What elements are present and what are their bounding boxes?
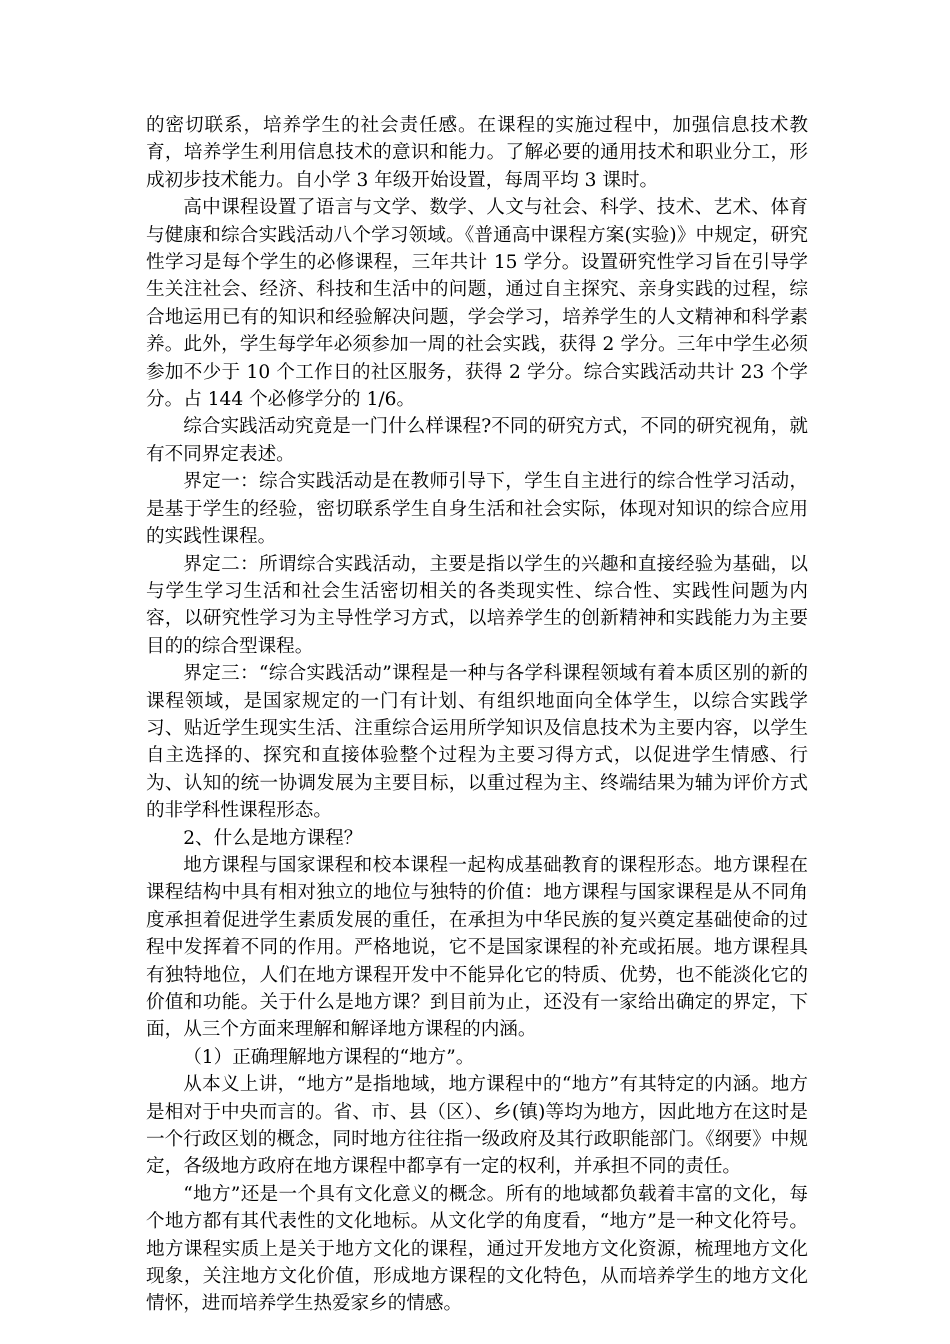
paragraph-definition-three: 界定三：“综合实践活动”课程是一种与各学科课程领域有着本质区别的新的课程领域，是国家规定的一门有计划、有组织地面向全体学生，以综合实践学习、贴近学生现实生活、注重综合运用所学知识及信息技术为主要内容，以学生自主选择的、探究和直接体验整个过程为主要习得方式，以促进学生情感、行为、认知的统一协调发展为主要目标，以重过程为主、终端结果为辅为评价方式的非学科性课程形态。 (146, 663, 808, 822)
paragraph-local-curriculum: 地方课程与国家课程和校本课程一起构成基础教育的课程形态。地方课程在课程结构中具有相对独立的地位与独特的价值：地方课程与国家课程是从不同角度承担着促进学生素质发展的重任，在承担为中华民族的复兴奠定基础使命的过程中发挥着不同的作用。严格地说，它不是国家课程的补充或拓展。地方课程具有独特地位，人们在地方课程开发中不能异化它的特质、优势，也不能淡化它的价值和功能。关于什么是地方课？到目前为止，还没有一家给出确定的界定，下面，从三个方面来理解和解译地方课程的内涵。 (146, 854, 808, 1041)
paragraph-high-school-curriculum: 高中课程设置了语言与文学、数学、人文与社会、科学、技术、艺术、体育与健康和综合实践活动八个学习领域。《普通高中课程方案(实验)》中规定，研究性学习是每个学生的必修课程，三年共计 15 学分。设置研究性学习旨在引导学生关注社会、经济、科技和生活中的问题，通过自主探究、亲身实践的过程，综合地运用已有的知识和经验解决问题，学会学习，培养学生的人文精神和科学素养。此外，学生每学年必须参加一周的社会实践，获得 2 学分。三年中学生必须参加不少于 10 个工作日的社区服务，获得 2 学分。综合实践活动共计 23 个学分。占 144 个必修学分的 1/6。 (146, 197, 808, 411)
paragraph-continuation: 的密切联系，培养学生的社会责任感。在课程的实施过程中，加强信息技术教育，培养学生利用信息技术的意识和能力。了解必要的通用技术和职业分工，形成初步技术能力。自小学 3 年级开始设置，每周平均 3 课时。 (146, 115, 808, 191)
document-page (146, 112, 808, 1318)
paragraph-definition-two: 界定二：所谓综合实践活动，主要是指以学生的兴趣和直接经验为基础，以与学生学习生活和社会生活密切相关的各类现实性、综合性、实践性问题为内容，以研究性学习为主导性学习方式，以培养学生的创新精神和实践能力为主要目的的综合型课程。 (146, 553, 808, 657)
paragraph-local-culture: “地方”还是一个具有文化意义的概念。所有的地域都负载着丰富的文化，每个地方都有其代表性的文化地标。从文化学的角度看，“地方”是一种文化符号。地方课程实质上是关于地方文化的课程，通过开发地方文化资源，梳理地方文化现象，关注地方文化价值，形成地方课程的文化特色，从而培养学生的地方文化情怀，进而培养学生热爱家乡的情感。 (146, 1183, 808, 1315)
paragraph-local-meaning: 从本义上讲，“地方”是指地域，地方课程中的“地方”有其特定的内涵。地方是相对于中央而言的。省、市、县（区）、乡(镇)等均为地方，因此地方在这时是一个行政区划的概念，同时地方往往指一级政府及其行政职能部门。《纲要》中规定，各级地方政府在地方课程中都享有一定的权利，并承担不同的责任。 (146, 1074, 808, 1178)
paragraph-definition-one: 界定一：综合实践活动是在教师引导下，学生自主进行的综合性学习活动，是基于学生的经验，密切联系学生自身生活和社会实际，体现对知识的综合应用的实践性课程。 (146, 471, 808, 548)
section-heading: 2、什么是地方课程？ (183, 827, 363, 849)
subsection-heading: （1）正确理解地方课程的“地方”。 (183, 1046, 475, 1068)
paragraph-question: 综合实践活动究竟是一门什么样课程?不同的研究方式，不同的研究视角，就有不同界定表述。 (146, 416, 808, 465)
